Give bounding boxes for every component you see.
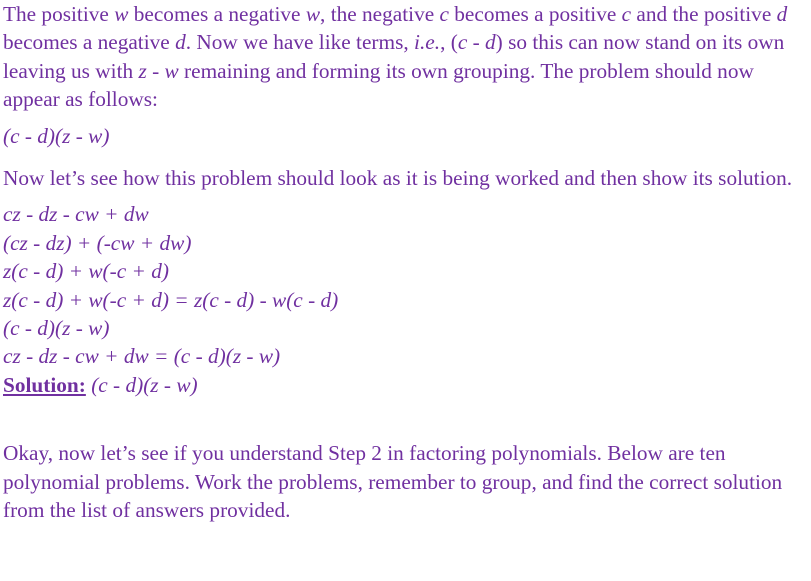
explanation-paragraph	[3, 0, 809, 114]
worked-solution	[3, 200, 809, 399]
variable-c: c	[621, 2, 632, 26]
ie-abbreviation: i.e.	[414, 30, 441, 55]
result-expression	[3, 122, 809, 150]
text-span: remaining and forming its own grouping. The problem should now appear as follows:	[3, 58, 754, 112]
text-span: and the positive	[631, 2, 777, 26]
text-span: The positive	[3, 2, 115, 26]
work-line	[3, 257, 809, 285]
text-span: ) so this can now stand on its own leaving us with	[3, 30, 785, 83]
work-line	[3, 314, 809, 342]
text-span: , the negative	[320, 2, 440, 26]
work-line	[3, 200, 809, 228]
work-line-text: z(c - d) + w(-c + d)	[3, 259, 169, 284]
work-line	[3, 286, 809, 314]
solution-label: Solution:	[3, 372, 86, 397]
variable-d: d	[175, 30, 186, 55]
text-span: . Now we have like terms,	[185, 30, 415, 55]
result-expression-text: (c - d)(z - w)	[3, 123, 110, 148]
work-line	[3, 342, 809, 370]
work-line-text: (cz - dz) + (-cw + dw)	[3, 230, 192, 255]
work-line-text: cz - dz - cw + dw = (c - d)(z - w)	[3, 344, 281, 369]
text-span: becomes a positive	[448, 2, 622, 26]
variable-c: c	[439, 2, 449, 26]
work-line-text: z(c - d) + w(-c + d) = z(c - d) - w(c - d)	[3, 287, 339, 312]
intro-paragraph: Now let’s see how this problem should look as it is being worked and then show its solution.	[3, 166, 793, 191]
text-span: becomes a negative	[128, 2, 306, 26]
text-span: , (	[440, 30, 458, 55]
text-span: becomes a negative	[3, 30, 176, 55]
variable-w: w	[305, 2, 321, 26]
document-page	[3, 0, 809, 525]
variable-d: d	[776, 2, 788, 26]
work-line-text: (c - d)(z - w)	[3, 316, 110, 341]
work-line-text: cz - dz - cw + dw	[3, 202, 149, 227]
work-line	[3, 229, 809, 257]
solution-value: (c - d)(z - w)	[91, 372, 198, 397]
like-terms-expression: c - d	[457, 30, 496, 55]
variable-w: w	[114, 2, 129, 26]
remaining-expression: z - w	[138, 58, 179, 83]
instruction-paragraph: Okay, now let’s see if you understand Step 2 in factoring polynomials. Below are ten polynomial problems. Work the problems, remember to group, and find the correct solution from the list of answers provided.	[3, 441, 783, 523]
solution-line	[3, 371, 809, 399]
